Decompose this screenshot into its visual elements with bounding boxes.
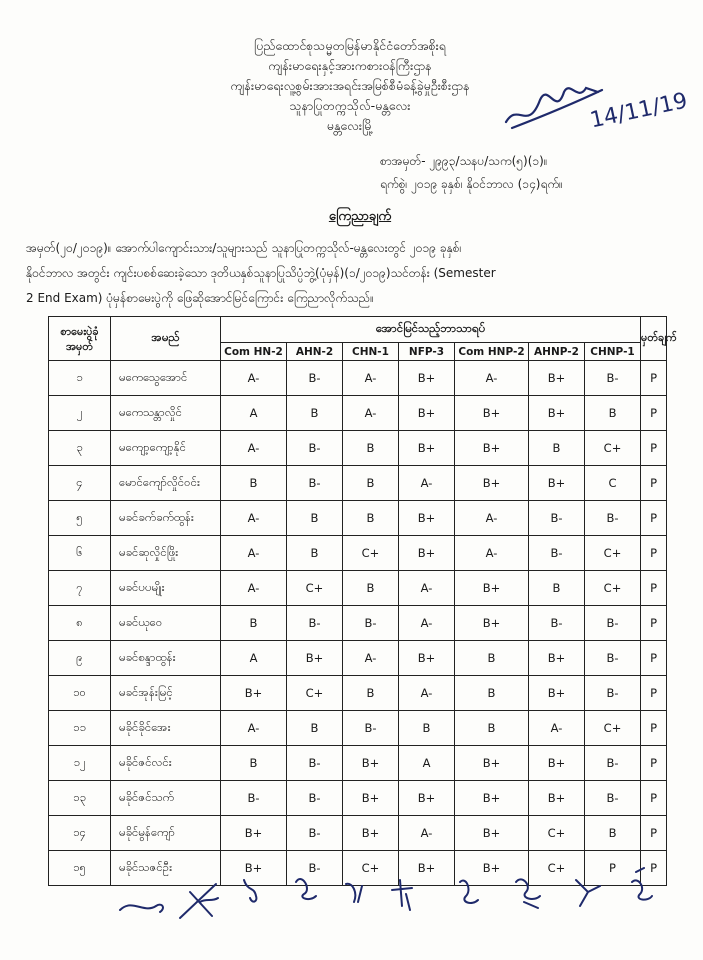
header-subject: CHN-1: [343, 343, 399, 361]
student-name-cell: မခင်စန္ဒာထွန်း: [111, 641, 221, 676]
roll-number-cell: ၆: [49, 536, 111, 571]
header-subject: AHN-2: [287, 343, 343, 361]
grade-cell: B+: [399, 501, 455, 536]
grade-cell: B+: [221, 851, 287, 886]
header-passed-subjects: အောင်မြင်သည့်ဘာသာရပ်: [221, 317, 641, 343]
grade-cell: B: [529, 571, 585, 606]
remark-cell: P: [641, 781, 667, 816]
grade-cell: B: [221, 746, 287, 781]
table-row: [49, 501, 667, 536]
grade-cell: A-: [221, 536, 287, 571]
grade-cell: B+: [529, 746, 585, 781]
table-row: [49, 641, 667, 676]
grade-cell: B+: [455, 851, 529, 886]
grade-cell: B+: [455, 396, 529, 431]
grade-cell: B: [287, 711, 343, 746]
grade-cell: A: [221, 396, 287, 431]
examiner-signature: [120, 905, 163, 912]
student-name-cell: မခင်အုန်းမြင့်: [111, 676, 221, 711]
student-name-cell: မခိုင်ဇင်လင်း: [111, 746, 221, 781]
grade-cell: A-: [221, 571, 287, 606]
grade-cell: B: [343, 431, 399, 466]
grade-cell: B: [585, 816, 641, 851]
grade-cell: B-: [585, 676, 641, 711]
student-name-cell: မောင်ကျော်လှိုင်ဝင်း: [111, 466, 221, 501]
grade-cell: P: [585, 851, 641, 886]
roll-number-cell: ၅: [49, 501, 111, 536]
reference-block: [380, 150, 690, 196]
grade-cell: B-: [585, 746, 641, 781]
grade-cell: B: [455, 641, 529, 676]
letterhead-line-university: သူနာပြုတက္ကသိုလ်-မန္တလေး: [289, 98, 411, 113]
grade-cell: B-: [287, 606, 343, 641]
remark-cell: P: [641, 361, 667, 396]
examiner-signature: [346, 884, 362, 902]
grade-cell: A-: [221, 711, 287, 746]
examiner-signature: [392, 880, 412, 910]
remark-cell: P: [641, 746, 667, 781]
table-row: [49, 431, 667, 466]
grade-cell: B+: [529, 466, 585, 501]
table-row: [49, 536, 667, 571]
grade-cell: C+: [529, 816, 585, 851]
grade-cell: B: [287, 501, 343, 536]
grade-cell: B+: [399, 536, 455, 571]
remark-cell: P: [641, 641, 667, 676]
grade-cell: C+: [585, 711, 641, 746]
student-name-cell: မခင်ဆုလှိုင်ဖြိုး: [111, 536, 221, 571]
grade-cell: A: [399, 746, 455, 781]
header-subject: Com HNP-2: [455, 343, 529, 361]
grade-cell: A-: [399, 571, 455, 606]
student-name-cell: မခိုင်ဇင်သက်: [111, 781, 221, 816]
grade-cell: B: [287, 536, 343, 571]
roll-number-cell: ၁၂: [49, 746, 111, 781]
grade-cell: B-: [287, 431, 343, 466]
remark-cell: P: [641, 816, 667, 851]
grade-cell: B+: [287, 641, 343, 676]
grade-cell: A-: [221, 501, 287, 536]
grade-cell: B+: [455, 431, 529, 466]
grade-cell: B+: [455, 606, 529, 641]
header-subject: Com HN-2: [221, 343, 287, 361]
grade-cell: B+: [221, 676, 287, 711]
grade-cell: B+: [529, 361, 585, 396]
grade-cell: B-: [585, 781, 641, 816]
header-name: အမည်: [111, 317, 221, 361]
grade-cell: B-: [585, 501, 641, 536]
student-name-cell: မကျော့ကျော့နိုင်: [111, 431, 221, 466]
student-name-cell: မခိုင်သဇင်ဦး: [111, 851, 221, 886]
grade-cell: B+: [399, 641, 455, 676]
grade-cell: B+: [455, 816, 529, 851]
notice-body-line: 2 End Exam) ပုံမှန်စာမေးပွဲကို ဖြေဆိုအောင်မြင်ကြောင်း ကြေညာလိုက်သည်။: [26, 291, 374, 305]
remark-cell: P: [641, 851, 667, 886]
roll-number-cell: ၁၀: [49, 676, 111, 711]
grade-cell: C+: [343, 536, 399, 571]
grade-cell: B+: [399, 781, 455, 816]
grade-cell: B-: [287, 781, 343, 816]
grade-cell: B-: [529, 536, 585, 571]
grade-cell: B+: [399, 396, 455, 431]
remark-cell: P: [641, 571, 667, 606]
notice-body-line: နိုဝင်ဘာလ အတွင်း ကျင်းပစစ်ဆေးခဲ့သော ဒုတိယနှစ်သူနာပြုသိပ္ပံဘွဲ့(ပုံမှန်)(၁/၂၀၁၉)သင်တန်း (Semester: [26, 266, 496, 280]
table-row: [49, 711, 667, 746]
grade-cell: A-: [399, 816, 455, 851]
examiner-signature: [460, 881, 478, 903]
grade-cell: A-: [221, 361, 287, 396]
grade-cell: B: [585, 396, 641, 431]
table-row: [49, 746, 667, 781]
grade-cell: B+: [455, 746, 529, 781]
grade-cell: B-: [343, 606, 399, 641]
table-row: [49, 466, 667, 501]
letterhead-line-city: မန္တလေးမြို့: [326, 118, 374, 133]
remark-cell: P: [641, 396, 667, 431]
examiner-signature: [296, 879, 316, 899]
grade-cell: B+: [399, 431, 455, 466]
grade-cell: B-: [585, 606, 641, 641]
signature-date: 14/11/19: [587, 88, 690, 134]
grade-cell: C+: [529, 851, 585, 886]
roll-number-cell: ၁၅: [49, 851, 111, 886]
roll-number-cell: ၉: [49, 641, 111, 676]
table-row: [49, 361, 667, 396]
student-name-cell: မကေသန္တာလှိုင်: [111, 396, 221, 431]
grade-cell: B+: [399, 361, 455, 396]
letterhead: [170, 36, 530, 136]
grade-cell: A-: [455, 536, 529, 571]
remark-cell: P: [641, 466, 667, 501]
roll-number-cell: ၁: [49, 361, 111, 396]
examiner-signature: [632, 868, 652, 900]
student-name-cell: မခင်ခက်ခက်ထွန်း: [111, 501, 221, 536]
grade-cell: B+: [529, 641, 585, 676]
grade-cell: C+: [287, 571, 343, 606]
examiner-signature: [576, 880, 600, 906]
grade-cell: C+: [585, 571, 641, 606]
notice-body-line: အမှတ်(၂၀/၂၀၁၉)။ အောက်ပါကျောင်းသား/သူများသည် သူနာပြုတက္ကသိုလ်-မန္တလေးတွင် ၂၀၁၉ ခုနှစ်၊: [26, 241, 462, 255]
header-subject: CHNP-1: [585, 343, 641, 361]
letterhead-line-ministry: ကျန်းမာရေးနှင့်အားကစားဝန်ကြီးဌာန: [268, 58, 432, 73]
letter-date: ရက်စွဲ၊ ၂၀၁၉ ခုနှစ်၊ နိုဝင်ဘာလ (၁၄)ရက်။: [380, 177, 563, 191]
grade-cell: A-: [343, 396, 399, 431]
table-row: [49, 816, 667, 851]
roll-number-cell: ၁၄: [49, 816, 111, 851]
grade-cell: B-: [287, 466, 343, 501]
signature-with-date: [498, 62, 690, 142]
grade-cell: B+: [343, 816, 399, 851]
table-row: [49, 396, 667, 431]
letterhead-line-government: ပြည်ထောင်စုသမ္မတမြန်မာနိုင်ငံတော်အစိုးရ: [254, 38, 446, 53]
table-row: [49, 676, 667, 711]
header-remarks: မှတ်ချက်: [641, 317, 667, 361]
table-row: [49, 606, 667, 641]
grade-cell: A-: [529, 711, 585, 746]
grade-cell: C+: [343, 851, 399, 886]
examiner-signature: [244, 880, 256, 902]
grade-cell: B-: [529, 606, 585, 641]
grade-cell: C+: [585, 431, 641, 466]
grade-cell: B-: [287, 361, 343, 396]
remark-cell: P: [641, 606, 667, 641]
grade-cell: C: [585, 466, 641, 501]
grade-cell: B-: [529, 501, 585, 536]
remark-cell: P: [641, 431, 667, 466]
grade-cell: B+: [399, 851, 455, 886]
grade-cell: C+: [287, 676, 343, 711]
grade-cell: B+: [343, 781, 399, 816]
grade-cell: B: [343, 501, 399, 536]
grade-cell: B: [287, 396, 343, 431]
grade-cell: B: [343, 571, 399, 606]
grade-cell: B+: [221, 816, 287, 851]
table-row: [49, 571, 667, 606]
notice-body: [26, 236, 686, 311]
grade-cell: A-: [455, 361, 529, 396]
grade-cell: B: [529, 431, 585, 466]
grade-cell: B: [221, 466, 287, 501]
grade-cell: B+: [455, 466, 529, 501]
examiner-signature: [180, 884, 218, 918]
grade-cell: B: [221, 606, 287, 641]
grade-cell: A-: [399, 466, 455, 501]
header-subject: NFP-3: [399, 343, 455, 361]
letter-number: စာအမှတ်- ၂၉၉၃/သနပ/သက(၅)(၁)။: [380, 154, 548, 168]
student-name-cell: မကေသွေအောင်: [111, 361, 221, 396]
grade-cell: B-: [585, 361, 641, 396]
remark-cell: P: [641, 536, 667, 571]
grade-cell: C+: [585, 536, 641, 571]
grade-cell: A-: [343, 361, 399, 396]
grade-cell: B+: [343, 746, 399, 781]
grade-cell: B-: [585, 641, 641, 676]
grade-cell: B+: [529, 396, 585, 431]
grade-cell: B-: [287, 816, 343, 851]
grade-cell: B: [455, 676, 529, 711]
results-table: [48, 316, 677, 886]
grade-cell: B+: [529, 676, 585, 711]
grade-cell: A-: [455, 501, 529, 536]
roll-number-cell: ၃: [49, 431, 111, 466]
grade-cell: A-: [221, 431, 287, 466]
student-name-cell: မခိုင်ခိုင်အေး: [111, 711, 221, 746]
roll-number-cell: ၂: [49, 396, 111, 431]
roll-number-cell: ၇: [49, 571, 111, 606]
remark-cell: P: [641, 676, 667, 711]
grade-cell: B: [399, 711, 455, 746]
table-row: [49, 781, 667, 816]
examiner-signature: [516, 879, 540, 908]
student-name-cell: မခင်ယုဝေ: [111, 606, 221, 641]
student-name-cell: မခိုင်မွန်ကျော်: [111, 816, 221, 851]
student-name-cell: မခင်ပပမျိုး: [111, 571, 221, 606]
grade-cell: B+: [529, 781, 585, 816]
grade-cell: B-: [221, 781, 287, 816]
grade-cell: A-: [399, 676, 455, 711]
grade-cell: B+: [455, 571, 529, 606]
remark-cell: P: [641, 711, 667, 746]
grade-cell: A-: [343, 641, 399, 676]
header-roll-no: စာမေးပွဲခုံအမှတ်: [49, 317, 111, 361]
remark-cell: P: [641, 501, 667, 536]
examiner-signatures: [40, 862, 680, 932]
grade-cell: B: [343, 676, 399, 711]
header-subject: AHNP-2: [529, 343, 585, 361]
grade-cell: B: [343, 466, 399, 501]
letterhead-line-department: ကျန်းမာရေးလူ့စွမ်းအားအရင်းအမြစ်စီမံခန့်ခွဲမှုဦးစီးဌာန: [230, 78, 470, 93]
grade-cell: B: [455, 711, 529, 746]
roll-number-cell: ၈: [49, 606, 111, 641]
grade-cell: B+: [455, 781, 529, 816]
grade-cell: B-: [287, 746, 343, 781]
notice-title: ကြေညာချက်: [328, 209, 392, 224]
grade-cell: B-: [343, 711, 399, 746]
grade-cell: A: [221, 641, 287, 676]
grade-cell: A-: [399, 606, 455, 641]
roll-number-cell: ၄: [49, 466, 111, 501]
roll-number-cell: ၁၁: [49, 711, 111, 746]
roll-number-cell: ၁၃: [49, 781, 111, 816]
grade-cell: B-: [287, 851, 343, 886]
